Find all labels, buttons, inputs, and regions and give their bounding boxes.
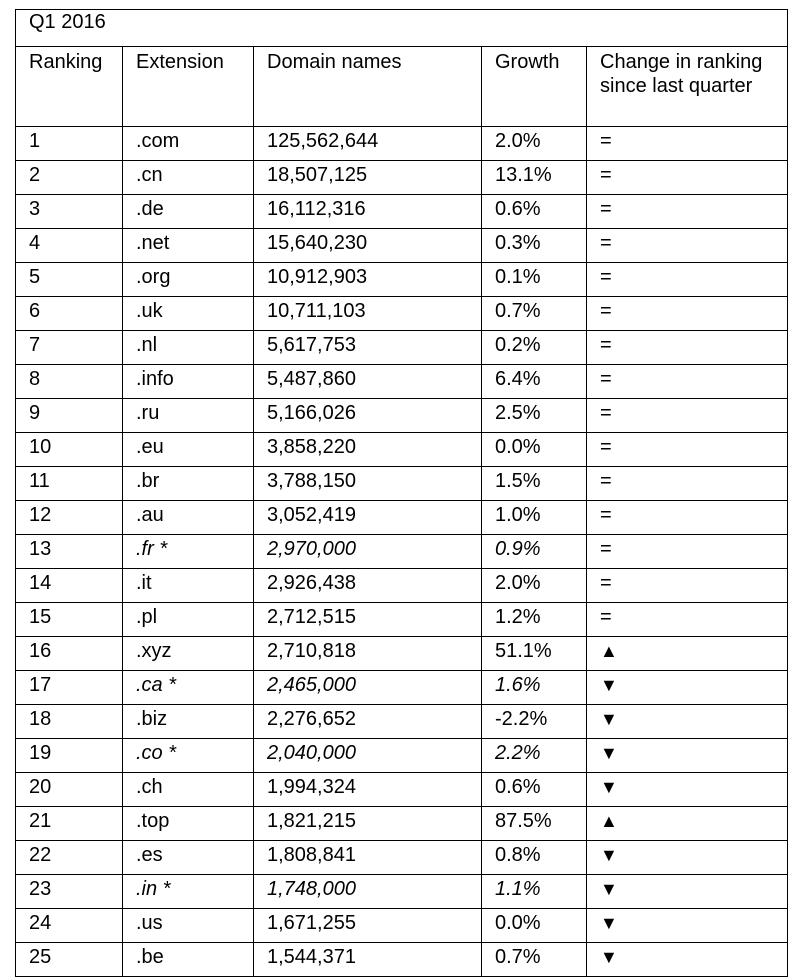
cell-growth: 0.9% — [482, 535, 587, 569]
cell-ranking: 25 — [16, 943, 123, 977]
cell-growth: 0.3% — [482, 229, 587, 263]
cell-extension: .be — [123, 943, 254, 977]
cell-growth: 51.1% — [482, 637, 587, 671]
arrow-down-icon: ▼ — [600, 913, 618, 933]
table-row — [16, 467, 788, 501]
equals-icon: = — [600, 402, 612, 424]
cell-change — [587, 229, 788, 263]
cell-extension: .au — [123, 501, 254, 535]
cell-ranking: 20 — [16, 773, 123, 807]
cell-ranking: 18 — [16, 705, 123, 739]
arrow-up-icon: ▲ — [600, 811, 618, 831]
cell-change — [587, 705, 788, 739]
cell-ranking: 14 — [16, 569, 123, 603]
header-ranking: Ranking — [16, 47, 123, 127]
table-row — [16, 637, 788, 671]
equals-icon: = — [600, 334, 612, 356]
cell-ranking: 3 — [16, 195, 123, 229]
table-row — [16, 569, 788, 603]
cell-domain-names: 10,711,103 — [254, 297, 482, 331]
table-row — [16, 161, 788, 195]
table-row — [16, 365, 788, 399]
cell-domain-names: 2,276,652 — [254, 705, 482, 739]
equals-icon: = — [600, 572, 612, 594]
cell-change — [587, 161, 788, 195]
cell-domain-names: 2,465,000 — [254, 671, 482, 705]
cell-extension: .de — [123, 195, 254, 229]
cell-change — [587, 365, 788, 399]
cell-extension: .fr * — [123, 535, 254, 569]
table-body — [16, 127, 788, 977]
equals-icon: = — [600, 266, 612, 288]
cell-ranking: 12 — [16, 501, 123, 535]
cell-domain-names: 2,040,000 — [254, 739, 482, 773]
cell-change — [587, 263, 788, 297]
cell-extension: .org — [123, 263, 254, 297]
cell-domain-names: 5,166,026 — [254, 399, 482, 433]
table-row — [16, 433, 788, 467]
cell-extension: .cn — [123, 161, 254, 195]
cell-change — [587, 637, 788, 671]
cell-ranking: 6 — [16, 297, 123, 331]
cell-domain-names: 2,970,000 — [254, 535, 482, 569]
cell-ranking: 4 — [16, 229, 123, 263]
cell-extension: .com — [123, 127, 254, 161]
cell-ranking: 11 — [16, 467, 123, 501]
equals-icon: = — [600, 436, 612, 458]
table-row — [16, 603, 788, 637]
cell-growth: 0.7% — [482, 943, 587, 977]
arrow-down-icon: ▼ — [600, 777, 618, 797]
header-growth: Growth — [482, 47, 587, 127]
cell-extension: .ch — [123, 773, 254, 807]
equals-icon: = — [600, 368, 612, 390]
cell-ranking: 19 — [16, 739, 123, 773]
cell-change — [587, 603, 788, 637]
cell-change — [587, 467, 788, 501]
arrow-down-icon: ▼ — [600, 845, 618, 865]
cell-extension: .nl — [123, 331, 254, 365]
table-row — [16, 399, 788, 433]
cell-domain-names: 1,671,255 — [254, 909, 482, 943]
cell-growth: 1.2% — [482, 603, 587, 637]
arrow-up-icon: ▲ — [600, 641, 618, 661]
table-row — [16, 671, 788, 705]
cell-ranking: 1 — [16, 127, 123, 161]
table-row — [16, 739, 788, 773]
cell-change — [587, 297, 788, 331]
arrow-down-icon: ▼ — [600, 743, 618, 763]
cell-domain-names: 1,748,000 — [254, 875, 482, 909]
arrow-down-icon: ▼ — [600, 879, 618, 899]
cell-domain-names: 5,617,753 — [254, 331, 482, 365]
cell-domain-names: 2,710,818 — [254, 637, 482, 671]
cell-growth: 6.4% — [482, 365, 587, 399]
cell-growth: 2.5% — [482, 399, 587, 433]
table-row — [16, 705, 788, 739]
header-extension: Extension — [123, 47, 254, 127]
cell-change — [587, 399, 788, 433]
table-row — [16, 773, 788, 807]
cell-domain-names: 3,788,150 — [254, 467, 482, 501]
cell-domain-names: 15,640,230 — [254, 229, 482, 263]
cell-ranking: 2 — [16, 161, 123, 195]
cell-extension: .br — [123, 467, 254, 501]
cell-change — [587, 943, 788, 977]
cell-change — [587, 807, 788, 841]
equals-icon: = — [600, 538, 612, 560]
cell-change — [587, 569, 788, 603]
cell-extension: .info — [123, 365, 254, 399]
cell-extension: .in * — [123, 875, 254, 909]
cell-growth: 1.1% — [482, 875, 587, 909]
cell-growth: 0.2% — [482, 331, 587, 365]
equals-icon: = — [600, 164, 612, 186]
cell-change — [587, 841, 788, 875]
cell-extension: .us — [123, 909, 254, 943]
table-row — [16, 841, 788, 875]
cell-change — [587, 501, 788, 535]
cell-extension: .pl — [123, 603, 254, 637]
cell-ranking: 22 — [16, 841, 123, 875]
arrow-down-icon: ▼ — [600, 947, 618, 967]
cell-ranking: 9 — [16, 399, 123, 433]
cell-growth: 0.6% — [482, 773, 587, 807]
cell-domain-names: 3,858,220 — [254, 433, 482, 467]
cell-extension: .co * — [123, 739, 254, 773]
cell-growth: 0.6% — [482, 195, 587, 229]
cell-change — [587, 433, 788, 467]
cell-extension: .net — [123, 229, 254, 263]
cell-extension: .ca * — [123, 671, 254, 705]
equals-icon: = — [600, 470, 612, 492]
table-row — [16, 263, 788, 297]
cell-growth: 0.7% — [482, 297, 587, 331]
cell-extension: .top — [123, 807, 254, 841]
table-row — [16, 331, 788, 365]
cell-ranking: 13 — [16, 535, 123, 569]
cell-growth: 0.8% — [482, 841, 587, 875]
cell-extension: .uk — [123, 297, 254, 331]
cell-change — [587, 331, 788, 365]
arrow-down-icon: ▼ — [600, 675, 618, 695]
equals-icon: = — [600, 504, 612, 526]
arrow-down-icon: ▼ — [600, 709, 618, 729]
cell-extension: .es — [123, 841, 254, 875]
cell-growth: 0.1% — [482, 263, 587, 297]
cell-growth: 13.1% — [482, 161, 587, 195]
cell-domain-names: 2,926,438 — [254, 569, 482, 603]
cell-ranking: 23 — [16, 875, 123, 909]
cell-extension: .eu — [123, 433, 254, 467]
cell-change — [587, 773, 788, 807]
cell-ranking: 24 — [16, 909, 123, 943]
cell-domain-names: 1,994,324 — [254, 773, 482, 807]
cell-ranking: 15 — [16, 603, 123, 637]
cell-extension: .it — [123, 569, 254, 603]
cell-growth: 1.0% — [482, 501, 587, 535]
table-row — [16, 127, 788, 161]
table-row — [16, 297, 788, 331]
table-row — [16, 807, 788, 841]
cell-ranking: 21 — [16, 807, 123, 841]
cell-growth: 1.5% — [482, 467, 587, 501]
table-row — [16, 943, 788, 977]
equals-icon: = — [600, 232, 612, 254]
cell-extension: .xyz — [123, 637, 254, 671]
domain-ranking-table — [15, 9, 788, 977]
header-domain-names: Domain names — [254, 47, 482, 127]
table-row — [16, 195, 788, 229]
cell-growth: 0.0% — [482, 433, 587, 467]
table-row — [16, 501, 788, 535]
cell-growth: 2.2% — [482, 739, 587, 773]
cell-extension: .ru — [123, 399, 254, 433]
cell-ranking: 10 — [16, 433, 123, 467]
cell-domain-names: 10,912,903 — [254, 263, 482, 297]
cell-growth: 2.0% — [482, 569, 587, 603]
cell-change — [587, 127, 788, 161]
cell-domain-names: 1,808,841 — [254, 841, 482, 875]
table-row — [16, 535, 788, 569]
cell-change — [587, 195, 788, 229]
table-row — [16, 875, 788, 909]
equals-icon: = — [600, 198, 612, 220]
cell-domain-names: 1,821,215 — [254, 807, 482, 841]
cell-growth: -2.2% — [482, 705, 587, 739]
equals-icon: = — [600, 130, 612, 152]
cell-growth: 87.5% — [482, 807, 587, 841]
cell-domain-names: 1,544,371 — [254, 943, 482, 977]
equals-icon: = — [600, 300, 612, 322]
cell-growth: 1.6% — [482, 671, 587, 705]
table-row — [16, 229, 788, 263]
cell-domain-names: 2,712,515 — [254, 603, 482, 637]
cell-ranking: 8 — [16, 365, 123, 399]
cell-change — [587, 535, 788, 569]
cell-change — [587, 671, 788, 705]
cell-extension: .biz — [123, 705, 254, 739]
cell-domain-names: 18,507,125 — [254, 161, 482, 195]
cell-domain-names: 16,112,316 — [254, 195, 482, 229]
cell-domain-names: 5,487,860 — [254, 365, 482, 399]
cell-ranking: 16 — [16, 637, 123, 671]
cell-ranking: 5 — [16, 263, 123, 297]
cell-change — [587, 875, 788, 909]
cell-ranking: 7 — [16, 331, 123, 365]
equals-icon: = — [600, 606, 612, 628]
cell-ranking: 17 — [16, 671, 123, 705]
table-title: Q1 2016 — [16, 10, 788, 47]
cell-growth: 0.0% — [482, 909, 587, 943]
cell-domain-names: 3,052,419 — [254, 501, 482, 535]
header-change-in-ranking: Change in ranking since last quarter — [587, 47, 788, 127]
cell-growth: 2.0% — [482, 127, 587, 161]
cell-change — [587, 739, 788, 773]
cell-domain-names: 125,562,644 — [254, 127, 482, 161]
